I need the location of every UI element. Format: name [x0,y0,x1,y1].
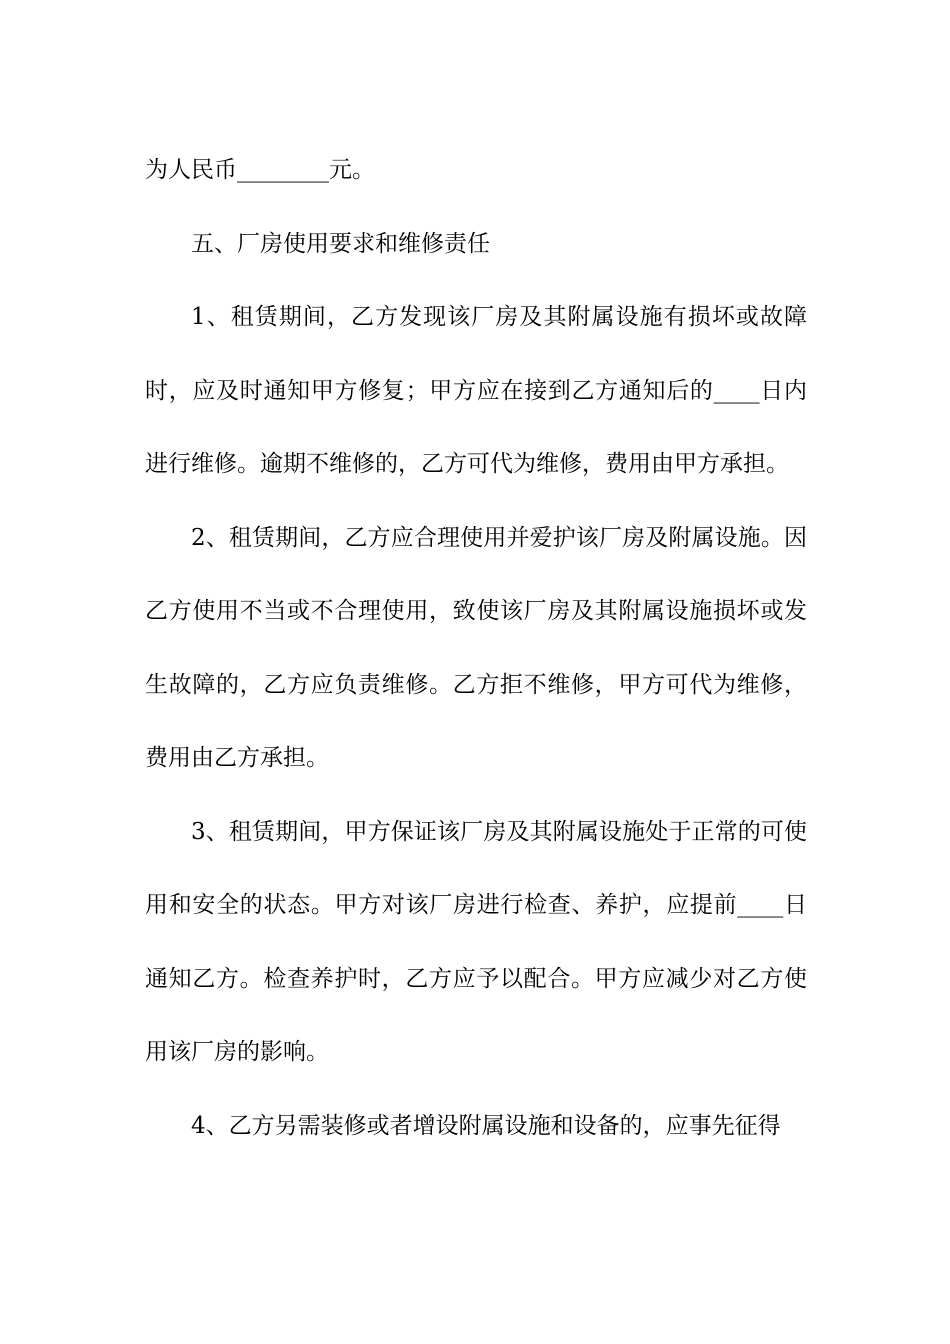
paragraph-rent-amount: 为人民币________元。 [145,157,375,183]
clause-4: 4、乙方另需装修或者增设附属设施和设备的，应事先征得 [191,1112,781,1139]
clause-1: 1、租赁期间，乙方发现该厂房及其附属设施有损坏或故障时，应及时通知甲方修复；甲方应在接到乙方通知后的____日内进行维修。逾期不维修的，乙方可代为维修，费用由甲方承担。 [145,304,807,477]
clause-3: 3、租赁期间，甲方保证该厂房及其附属设施处于正常的可使用和安全的状态。甲方对该厂房进行检查、养护，应提前____日通知乙方。检查养护时，乙方应予以配合。甲方应减少对乙方使用该厂房的影响。 [145,818,807,1065]
clause-2: 2、租赁期间，乙方应合理使用并爱护该厂房及附属设施。因乙方使用不当或不合理使用，致使该厂房及其附属设施损坏或发生故障的，乙方应负责维修。乙方拒不维修，甲方可代为维修，费用由乙方承担。 [145,524,807,771]
document-body [145,134,807,1163]
section-heading: 五、厂房使用要求和维修责任 [191,230,490,257]
